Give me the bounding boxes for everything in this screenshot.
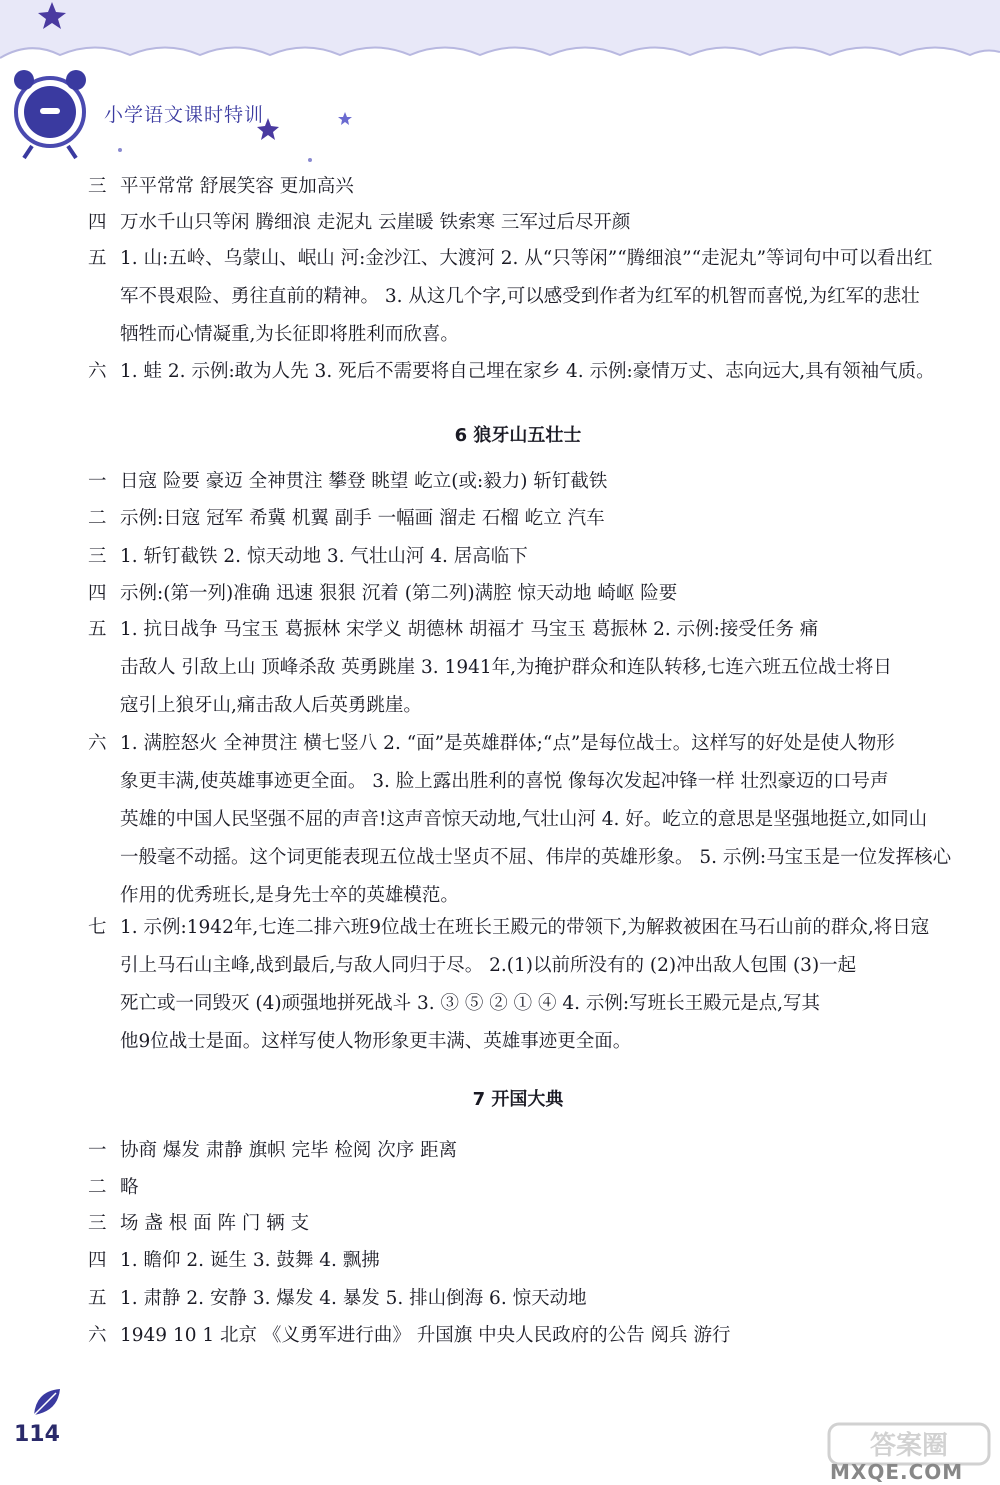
answer-text: 英雄的中国人民坚强不屈的声音!这声音惊天动地,气壮山河 4. 好。屹立的意思是坚强地挺立,如同山 [120,809,928,830]
header-decoration [0,0,1000,170]
answer-text: 1. 蛙 2. 示例:敢为人先 3. 死后不需要将自己埋在家乡 4. 示例:豪情万丈、志向远大,具有领袖气质。 [120,361,935,382]
answer-text: 示例:日寇 冠军 希冀 机翼 副手 一幅画 溜走 石榴 屹立 汽车 [120,508,605,529]
answer-text: 协商 爆发 肃静 旗帜 完毕 检阅 次序 距离 [120,1140,458,1161]
star-icon [338,112,352,125]
answer-text: 1. 肃静 2. 安静 3. 爆发 4. 暴发 5. 排山倒海 6. 惊天动地 [120,1288,587,1309]
answer-item [88,1215,309,1234]
answer-item [88,611,948,725]
answer-text: 死亡或一同毁灭 (4)顽强地拼死战斗 3. ③ ⑤ ② ① ④ 4. 示例:写班长王殿元是点,写其 [120,993,821,1014]
answer-item [88,1327,730,1346]
answer-text: 1. 抗日战争 马宝玉 葛振林 宋学义 胡德林 胡福才 马宝玉 葛振林 2. 示例:接受任务 痛 [120,619,819,640]
question-label: 一 [88,1140,107,1161]
answer-item [88,240,948,354]
question-label: 五 [88,248,107,269]
question-label: 二 [88,1177,107,1198]
answer-text: 引上马石山主峰,战到最后,与敌人同归于尽。 2.(1)以前所没有的 (2)冲出敌人包围 (3)一起 [120,955,857,976]
section-title: 7 开国大典 [472,1089,564,1110]
answer-text: 1. 山:五岭、乌蒙山、岷山 河:金沙江、大渡河 2. 从“只等闲”“腾细浪”“走泥丸”等词句中可以看出红 [120,248,933,269]
answer-text: 1. 满腔怒火 全神贯注 横七竖八 2. “面”是英雄群体;“点”是每位战士。这样写的好处是使人物形 [120,733,895,754]
page-header [0,0,1000,170]
answer-item [88,1142,457,1161]
answer-text: 日寇 险要 豪迈 全神贯注 攀登 眺望 屹立(或:毅力) 斩钉截铁 [120,471,608,492]
question-label: 五 [88,619,107,640]
answer-item [88,1179,139,1198]
answer-item [88,473,607,492]
answer-text: 军不畏艰险、勇往直前的精神。 3. 从这几个字,可以感受到作者为红军的机智而喜悦,为红军的悲壮 [120,286,920,307]
section-title: 6 狼牙山五壮士 [454,425,582,446]
question-label: 三 [88,1213,107,1234]
answer-text: 1. 瞻仰 2. 诞生 3. 鼓舞 4. 飘拂 [120,1250,380,1271]
question-label: 五 [88,1288,107,1309]
question-label: 二 [88,508,107,529]
answer-text: 一般毫不动摇。这个词更能表现五位战士坚贞不屈、伟岸的英雄形象。 5. 示例:马宝玉是一位发挥核心 [120,847,952,868]
answer-item [88,363,935,382]
answer-item [88,909,948,1061]
question-label: 四 [88,212,107,233]
question-label: 六 [88,361,107,382]
answer-text: 牺牲而心情凝重,为长征即将胜利而欣喜。 [120,324,459,345]
answer-text: 象更丰满,使英雄事迹更全面。 3. 脸上露出胜利的喜悦 像每次发起冲锋一样 壮烈豪迈的口号声 [120,771,889,792]
answer-item [88,1290,587,1309]
answer-text: 示例:(第一列)准确 迅速 狠狠 沉着 (第二列)满腔 惊天动地 崎岖 险要 [120,583,678,604]
answer-text: 击敌人 引敌上山 顶峰杀敌 英勇跳崖 3. 1941年,为掩护群众和连队转移,七连六班五位战士将日 [120,657,892,678]
answer-text: 场 盏 根 面 阵 门 辆 支 [120,1213,310,1234]
question-label: 六 [88,733,107,754]
answer-item [88,1252,380,1271]
question-label: 六 [88,1325,107,1346]
question-label: 一 [88,471,107,492]
answer-item [88,510,605,529]
question-label: 四 [88,583,107,604]
watermark-text: MXQE.COM [830,1460,964,1484]
watermark-logo-text: 答案圈 [869,1431,949,1461]
question-label: 三 [88,176,107,197]
answer-text: 1949 10 1 北京 《义勇军进行曲》 升国旗 中央人民政府的公告 阅兵 游行 [120,1325,731,1346]
question-label: 七 [88,917,107,938]
alarm-clock-icon [14,70,86,158]
answer-item [88,548,528,567]
question-label: 三 [88,546,107,567]
answer-text: 1. 示例:1942年,七连二排六班9位战士在班长王殿元的带领下,为解救被困在马石山前的群众,将日寇 [120,917,930,938]
answer-item [88,178,354,197]
answer-text: 平平常常 舒展笑容 更加高兴 [120,176,354,197]
page-number: 114 [14,1422,60,1447]
book-title: 小学语文课时特训 [104,104,265,126]
answer-text: 他9位战士是面。这样写使人物形象更丰满、英雄事迹更全面。 [120,1031,632,1052]
answer-item [88,725,952,915]
answer-item [88,214,630,233]
answer-text: 寇引上狼牙山,痛击敌人后英勇跳崖。 [120,695,422,716]
answer-text: 作用的优秀班长,是身先士卒的英雄模范。 [120,885,459,906]
question-label: 四 [88,1250,107,1271]
answer-text: 略 [120,1177,139,1198]
answer-text: 1. 斩钉截铁 2. 惊天动地 3. 气壮山河 4. 居高临下 [120,546,528,567]
answer-text: 万水千山只等闲 腾细浪 走泥丸 云崖暖 铁索寒 三军过后尽开颜 [120,212,631,233]
leaf-icon [30,1385,64,1419]
answer-item [88,585,677,604]
